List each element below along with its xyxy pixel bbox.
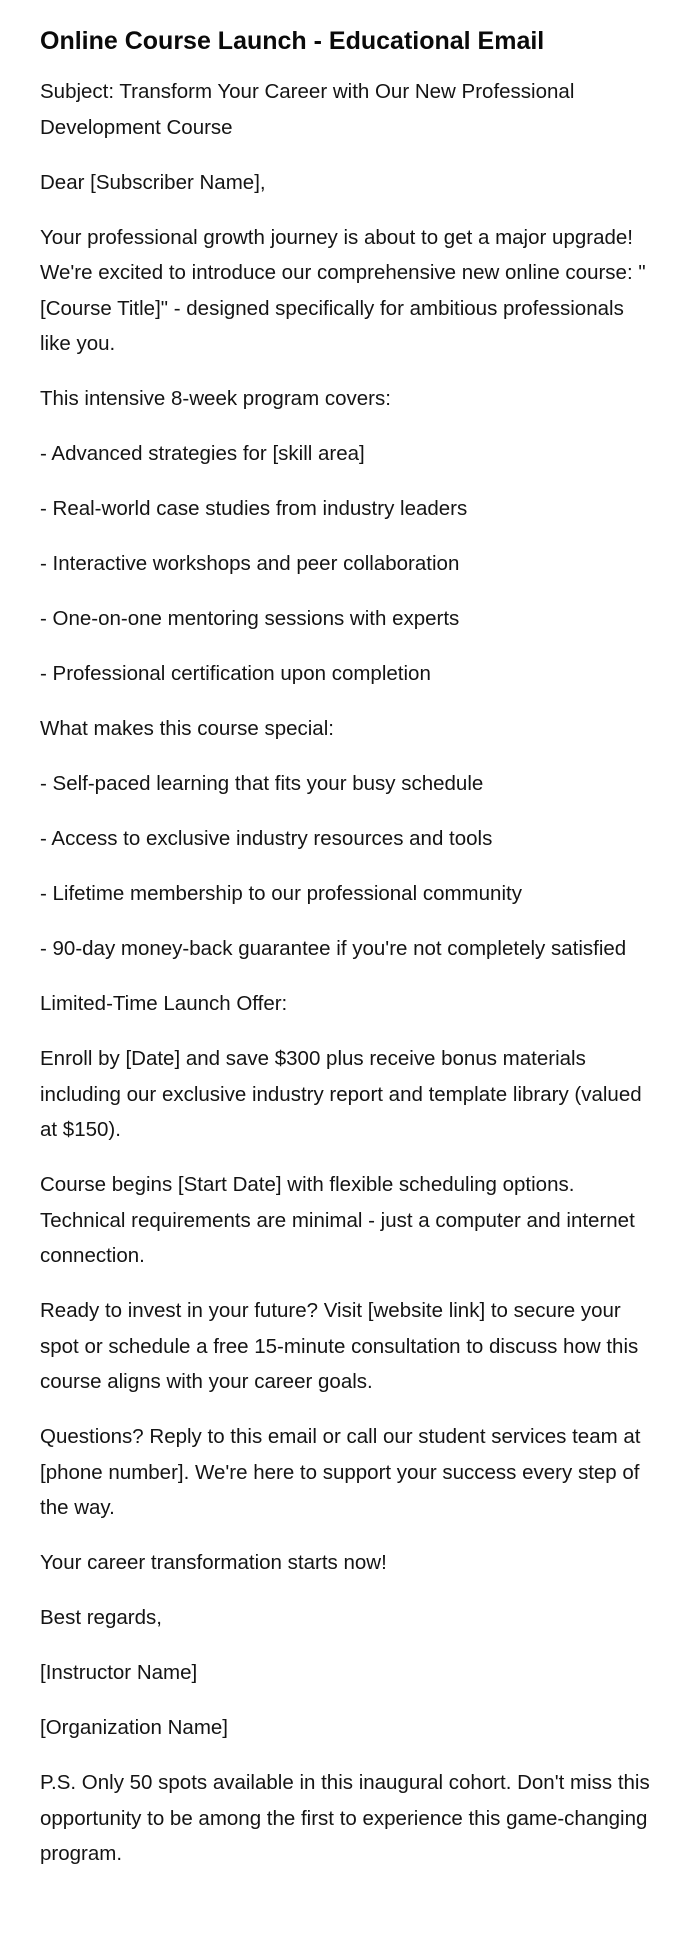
sign-off: Best regards,	[40, 1606, 162, 1629]
schedule-paragraph: Course begins [Start Date] with flexible scheduling options. Technical requirements are minimal - just a computer and internet connection.	[40, 1173, 635, 1267]
program-list-item: - One-on-one mentoring sessions with experts	[40, 607, 460, 630]
offer-heading: Limited-Time Launch Offer:	[40, 992, 288, 1015]
document-title: Online Course Launch - Educational Email	[40, 27, 545, 55]
program-list-item: - Advanced strategies for [skill area]	[40, 442, 365, 465]
call-to-action-paragraph: Ready to invest in your future? Visit [website link] to secure your spot or schedule a free 15-minute consultation to discuss how this course aligns with your career goals.	[40, 1299, 639, 1393]
program-list-item: - Professional certification upon completion	[40, 662, 431, 685]
email-subject-line: Subject: Transform Your Career with Our New Professional Development Course	[40, 80, 575, 139]
closing-line: Your career transformation starts now!	[40, 1551, 387, 1574]
organization-name: [Organization Name]	[40, 1716, 229, 1739]
instructor-name: [Instructor Name]	[40, 1661, 198, 1684]
email-greeting: Dear [Subscriber Name],	[40, 170, 266, 194]
program-heading: This intensive 8-week program covers:	[40, 387, 391, 410]
special-list-item: - Self-paced learning that fits your busy schedule	[40, 772, 484, 795]
intro-paragraph: Your professional growth journey is about to get a major upgrade! We're excited to introduce our comprehensive new online course: "[Course Title]" - designed specifically for ambitious professionals like you.	[40, 225, 646, 355]
program-list-item: - Interactive workshops and peer collaboration	[40, 552, 460, 575]
program-list-item: - Real-world case studies from industry leaders	[40, 497, 468, 520]
questions-paragraph: Questions? Reply to this email or call our student services team at [phone number]. We're here to support your success every step of the way.	[40, 1425, 641, 1519]
special-list-item: - Access to exclusive industry resources and tools	[40, 827, 493, 850]
special-list-item: - Lifetime membership to our professional community	[40, 882, 522, 905]
special-list-item: - 90-day money-back guarantee if you're not completely satisfied	[40, 937, 627, 960]
postscript-paragraph: P.S. Only 50 spots available in this inaugural cohort. Don't miss this opportunity to be among the first to experience this game-changing program.	[40, 1771, 650, 1865]
offer-paragraph: Enroll by [Date] and save $300 plus receive bonus materials including our exclusive industry report and template library (valued at $150).	[40, 1047, 642, 1141]
special-heading: What makes this course special:	[40, 717, 334, 740]
